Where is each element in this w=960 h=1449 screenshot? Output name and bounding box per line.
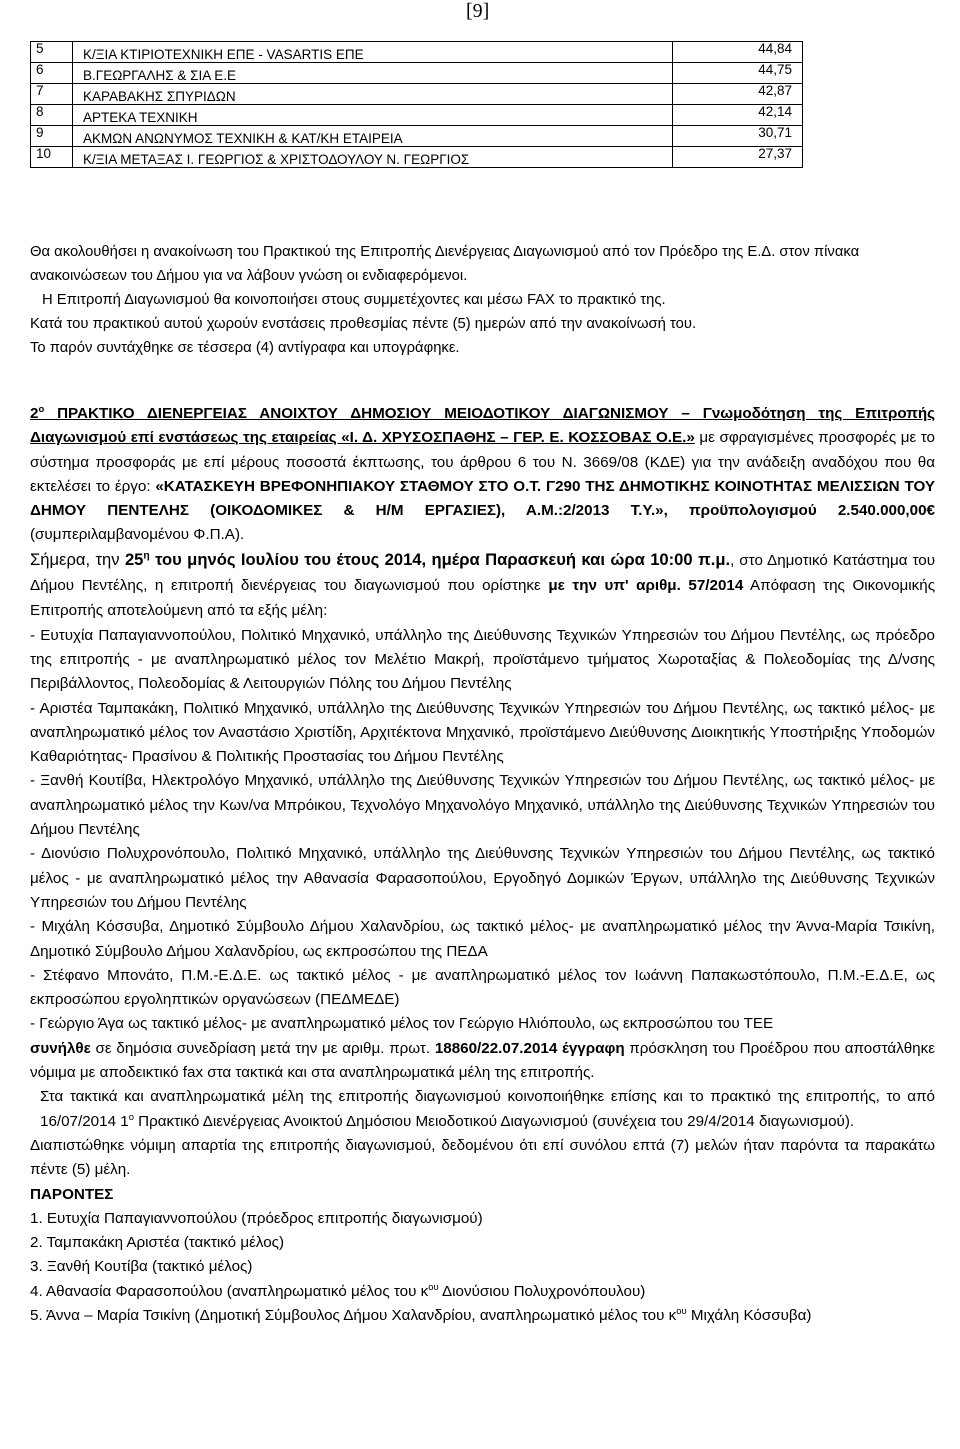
member-paragraph: - Διονύσιο Πολυχρονόπουλο, Πολιτικό Μηχανικό, υπάλληλο της Διεύθυνσης Τεχνικών Υπηρεσιών του Δήμου Πεντέλης, ως τακτικό μέλος - με αναπληρωματικό μέλος την Αθανασία Φαρασοπούλου, Εργοδηγό Δομικών Έργων, υπάλληλο της Διεύθυνσης Τεχνικών Υπηρεσιών του Δήμου Πεντέλης <box>30 845 935 911</box>
member-paragraph: - Αριστέα Ταμπακάκη, Πολιτικό Μηχανικό, υπάλληλο της Διεύθυνσης Τεχνικών Υπηρεσιών του Δήμου Πεντέλης, ως τακτικό μέλος- με αναπληρωματικό μέλος τον Αναστάσιο Χριστίδη, Αρχιτέκτονα Μηχανικό, προϊστάμενο Διεύθυνσης Διοικητικής Υποστήριξης Υποδομών Καθαριότητας- Πρασίνου & Πολιτικής Προστασίας του Δήμου Πεντέλης <box>30 699 935 766</box>
date-superscript: η <box>143 550 150 562</box>
list-item <box>30 1304 935 1328</box>
rank-cell: 9 <box>31 126 73 147</box>
rank-cell: 5 <box>31 42 73 63</box>
list-item-text: 4. Αθανασία Φαρασοπούλου (αναπληρωματικό μέλος του κ <box>30 1282 429 1300</box>
list-item-superscript: ου <box>676 1304 687 1316</box>
table-row <box>31 42 803 63</box>
convening-text: σε δημόσια συνεδρίαση μετά την με αριθμ. πρωτ. <box>90 1039 435 1057</box>
score-cell: 42,87 <box>673 84 803 105</box>
notification-superscript: ο <box>128 1110 134 1122</box>
copies-paragraph: Το παρόν συντάχθηκε σε τέσσερα (4) αντίγραφα και υπογράφηκε. <box>30 340 460 356</box>
member-paragraph: - Ξανθή Κουτίβα, Ηλεκτρολόγο Μηχανικό, υπάλληλο της Διεύθυνσης Τεχνικών Υπηρεσιών του Δήμου Πεντέλης, ως τακτικό μέλος- με αναπληρωματικό μέλος την Κων/να Μπρόικου, Τεχνολόγο Μηχανολόγο Μηχανικό, υπάλληλο της Διεύθυνσης Τεχνικών Υπηρεσιών του Δήμου Πεντέλης <box>30 772 935 839</box>
table-row <box>31 63 803 84</box>
rank-cell: 7 <box>31 84 73 105</box>
ranking-table <box>30 41 803 168</box>
announcement-paragraph: Θα ακολουθήσει η ανακοίνωση του Πρακτικού της Επιτροπής Διενέργειας Διαγωνισμού από τον Πρόεδρο της Ε.Δ. στον πίνακα ανακοινώσεων του Δήμου για να λάβουν γνώση οι ενδιαφερόμενοι. <box>30 244 860 284</box>
vat-note: (συμπεριλαμβανομένου Φ.Π.Α). <box>30 526 245 544</box>
date-rest: του μηνός Ιουλίου του έτους 2014, ημέρα Παρασκευή και ώρα 10:00 π.μ. <box>149 549 731 569</box>
list-item <box>30 1280 935 1304</box>
committee-intro: Απόφαση της Οικονομικής Επιτροπής αποτελούμενη από τα εξής μέλη: <box>30 577 936 620</box>
project-title: «ΚΑΤΑΣΚΕΥΗ ΒΡΕΦΟΝΗΠΙΑΚΟΥ ΣΤΑΘΜΟΥ ΣΤΟ Ο.Τ. Γ290 ΤΗΣ ΔΗΜΟΤΙΚΗΣ ΚΟΙΝΟΤΗΤΑΣ ΜΕΛΙΣΣΙΩΝ ΤΟΥ ΔΗΜΟΥ ΠΕΝΤΕΛΗΣ (ΟΙΚΟΔΟΜΙΚΕΣ & Η/Μ ΕΡΓΑΣΙΕΣ), Α.Μ.:2/2013 Τ.Υ.», προϋπολογισμού 2.540.000,00€ <box>30 477 935 520</box>
table-row <box>31 105 803 126</box>
quorum-paragraph: Διαπιστώθηκε νόμιμη απαρτία της επιτροπής διαγωνισμού, δεδομένου ότι επί συνόλου επτά (7) μελών ήταν παρόντα τα παρακάτω πέντε (5) μέλη. <box>30 1136 935 1179</box>
rank-cell: 8 <box>31 105 73 126</box>
second-minutes-section <box>30 402 935 1328</box>
list-item-rest: Μιχάλη Κόσσυβα) <box>686 1306 812 1324</box>
table-row <box>31 126 803 147</box>
present-members-list <box>30 1207 935 1328</box>
intro-text: με σφραγισμένες προσφορές με το σύστημα προσφοράς με επί μέρους ποσοστά έκπτωσης, του άρθρου 6 του Ν. 3669/08 (ΚΔΕ) για την ανάδειξη αναδόχου που θα εκτελέσει το έργο: <box>30 429 935 495</box>
date-lead: Σήμερα, την <box>30 549 125 569</box>
venue-text: , στο Δημοτικό Κατάστημα του Δήμου Πεντέλης, η επιτροπή διενέργειας του διαγωνισμού που ορίστηκε <box>30 551 936 595</box>
notification-rest: Πρακτικό Διενέργειας Ανοικτού Δημόσιου Μειοδοτικού Διαγωνισμού (συνέχεια του 29/4/2014 διαγωνισμού). <box>133 1112 855 1130</box>
notification-paragraph <box>30 1085 935 1134</box>
member-paragraph: - Στέφανο Μπονάτο, Π.Μ.-Ε.Δ.Ε. ως τακτικό μέλος - με αναπληρωματικό μέλος τον Ιωάννη Παπακωστόπουλο, Π.Μ.-Ε.Δ.Ε, ως εκπροσώπου εργοληπτικών οργανώσεων (ΠΕΔΜΕΔΕ) <box>30 966 935 1009</box>
company-cell: Β.ΓΕΩΡΓΑΛΗΣ & ΣΙΑ Ε.Ε <box>73 63 673 84</box>
date-day: 25 <box>124 549 144 569</box>
rank-cell: 10 <box>31 147 73 168</box>
convened-word: συνήλθε <box>30 1039 91 1057</box>
notification-text: Στα τακτικά και αναπληρωματικά μέλη της επιτροπής διαγωνισμού κοινοποιήθηκε επίσης και το πρακτικό της επιτροπής, το από 16/07/2014 1 <box>40 1088 935 1130</box>
member-paragraph: - Ευτυχία Παπαγιαννοπούλου, Πολιτικό Μηχανικό, υπάλληλο της Διεύθυνσης Τεχνικών Υπηρεσιών του Δήμου Πεντέλης, ως πρόεδρο της επιτροπής - με αναπληρωματικό μέλος τον Μελέτιο Μακρή, προϊστάμενο τμήματος Χωροταξίας & Πολεοδομίας της Δ/νσης Περιβάλλοντος, Πολεοδομίας & Λειτουργιών Πόλης του Δήμου Πεντέλης <box>30 626 935 693</box>
company-cell: ΑΡΤΕΚΑ ΤΕΧΝΙΚΗ <box>73 105 673 126</box>
company-cell: Κ/ΞΙΑ ΜΕΤΑΞΑΣ Ι. ΓΕΩΡΓΙΟΣ & ΧΡΙΣΤΟΔΟΥΛΟΥ Ν. ΓΕΩΡΓΙΟΣ <box>73 147 673 168</box>
member-paragraph: - Μιχάλη Κόσσυβα, Δημοτικό Σύμβουλο Δήμου Χαλανδρίου, ως τακτικό μέλος- με αναπληρωματικό μέλος την Άννα-Μαρία Τσικίνη, Δημοτικό Σύμβουλο Δήμου Χαλανδρίου, ως εκπροσώπου της ΠΕΔΑ <box>30 918 935 960</box>
member-paragraph: - Γεώργιο Άγα ως τακτικό μέλος- με αναπληρωματικό μέλος τον Γεώργιο Ηλιόπουλο, ως εκπροσώπου του ΤΕΕ <box>30 1015 774 1033</box>
section-title <box>30 402 935 548</box>
title-text: ΠΡΑΚΤΙΚΟ ΔΙΕΝΕΡΓΕΙΑΣ ΑΝΟΙΧΤΟΥ ΔΗΜΟΣΙΟΥ ΜΕΙΟΔΟΤΙΚΟΥ ΔΙΑΓΩΝΙΣΜΟΥ – Γνωμοδότηση της Επιτροπής Διαγωνισμού επί ενστάσεως της εταιρείας «Ι. Δ. ΧΡΥΣΟΣΠΑΘΗΣ – ΓΕΡ. Ε. ΚΟΣΣΟΒΑΣ Ο.Ε.» <box>30 405 935 447</box>
title-number: 2 <box>30 405 39 422</box>
table-row <box>31 147 803 168</box>
decision-ref: με την υπ' αριθμ. 57/2014 <box>548 577 744 595</box>
score-cell: 27,37 <box>673 147 803 168</box>
present-heading: ΠΑΡΟΝΤΕΣ <box>30 1185 114 1203</box>
list-item-rest: Διονύσιου Πολυχρονόπουλου) <box>438 1282 646 1300</box>
date-paragraph <box>30 548 935 624</box>
invitation-ref: 18860/22.07.2014 έγγραφη <box>434 1039 625 1057</box>
company-cell: Κ/ΞΙΑ ΚΤΙΡΙΟΤΕΧΝΙΚΗ ΕΠΕ - VASARTIS ΕΠΕ <box>73 42 673 63</box>
page-number: [9] <box>466 0 490 22</box>
company-cell: ΚΑΡΑΒΑΚΗΣ ΣΠΥΡΙΔΩΝ <box>73 84 673 105</box>
objections-paragraph: Κατά του πρακτικού αυτού χωρούν ενστάσεις προθεσμίας πέντε (5) ημερών από την ανακοίνωσή του. <box>30 316 697 332</box>
table-row <box>31 84 803 105</box>
list-item: 3. Ξανθή Κουτίβα (τακτικό μέλος) <box>30 1258 253 1276</box>
announcement-section <box>30 240 935 360</box>
list-item: 2. Ταμπακάκη Αριστέα (τακτικό μέλος) <box>30 1234 285 1252</box>
score-cell: 30,71 <box>673 126 803 147</box>
convening-paragraph <box>30 1037 935 1086</box>
fax-notice-paragraph: Η Επιτροπή Διαγωνισμού θα κοινοποιήσει στους συμμετέχοντες και μέσω FAX το πρακτικό της. <box>42 292 666 308</box>
list-item-superscript: ου <box>428 1280 439 1292</box>
rank-cell: 6 <box>31 63 73 84</box>
score-cell: 44,75 <box>673 63 803 84</box>
score-cell: 44,84 <box>673 42 803 63</box>
convening-rest: πρόσκληση του Προέδρου που αποστάλθηκε νόμιμα με αποδεικτικό fax στα τακτικά και στα αναπληρωματικά μέλη της επιτροπής. <box>30 1039 935 1082</box>
company-cell: ΑΚΜΩΝ ΑΝΩΝΥΜΟΣ ΤΕΧΝΙΚΗ & ΚΑΤ/ΚΗ ΕΤΑΙΡΕΙΑ <box>73 126 673 147</box>
score-cell: 42,14 <box>673 105 803 126</box>
list-item: 1. Ευτυχία Παπαγιαννοπούλου (πρόεδρος επιτροπής διαγωνισμού) <box>30 1209 483 1227</box>
list-item-text: 5. Άννα – Μαρία Τσικίνη (Δημοτική Σύμβουλος Δήμου Χαλανδρίου, αναπληρωματικό μέλος του κ <box>30 1306 677 1324</box>
title-superscript: ο <box>38 402 45 414</box>
